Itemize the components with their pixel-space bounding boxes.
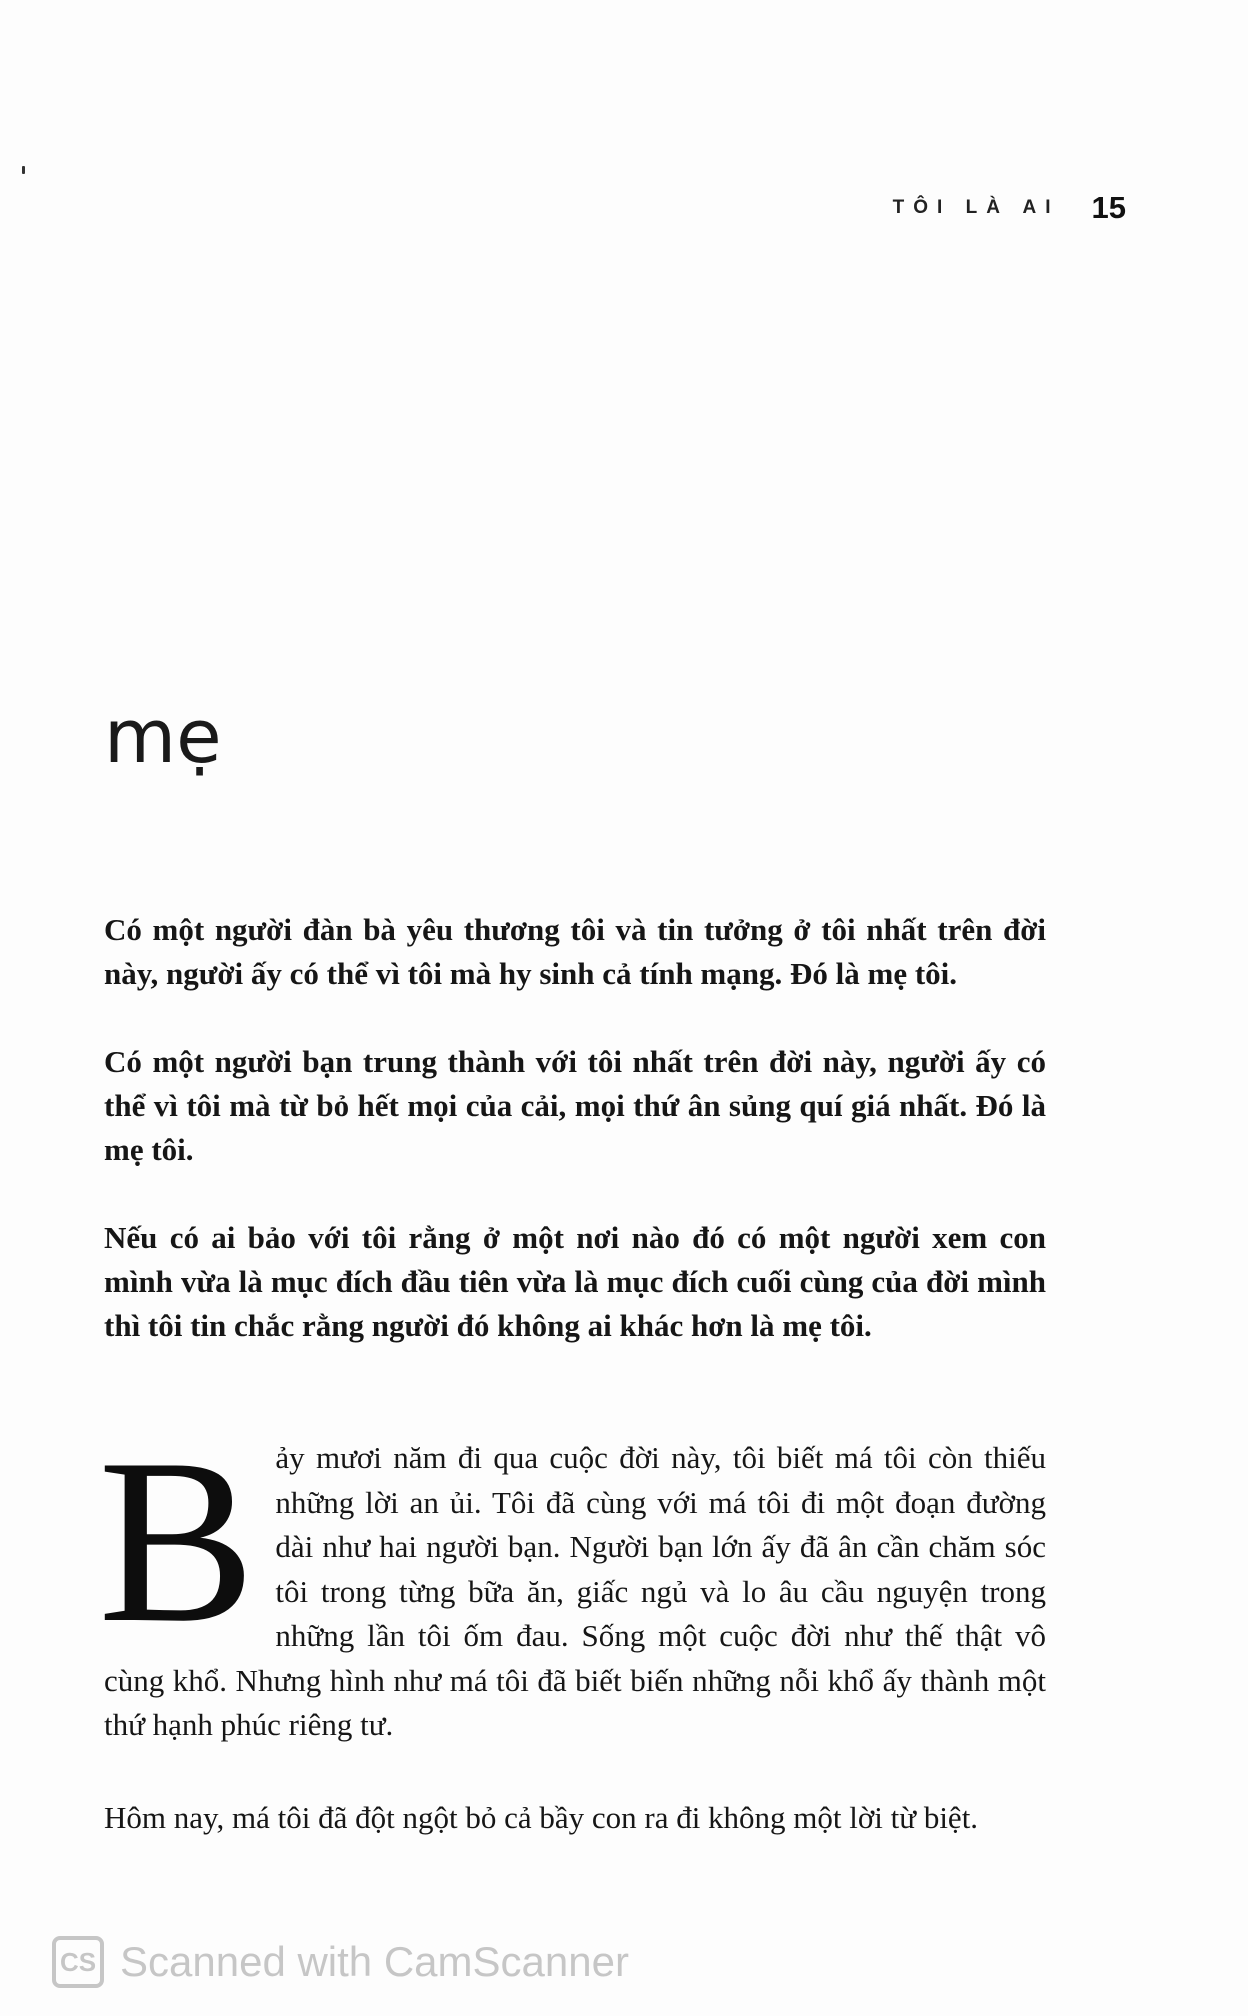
paragraph-4-text: ảy mươi năm đi qua cuộc đời này, tôi biết má tôi còn thiếu những lời an ủi. Tôi đã cùng với má tôi đi một đoạn đường dài như hai người bạn. Người bạn lớn ấy đã ân cần chăm sóc tôi trong từng bữa ăn, giấc ngủ và lo âu cầu nguyện trong những lần tôi ốm đau. Sống một cuộc đời như thế thật vô cùng khổ. Nhưng hình như má tôi đã biết biến những nỗi khổ ấy thành một thứ hạnh phúc riêng tư. xyxy=(104,1440,1046,1742)
paragraph-4 xyxy=(98,1411,1046,1748)
page-number: 15 xyxy=(1091,190,1126,225)
paragraph-3: Nếu có ai bảo với tôi rằng ở một nơi nào đó có một người xem con mình vừa là mục đích đầu tiên vừa là mục đích cuối cùng của đời mình thì tôi tin chắc rằng người đó không ai khác hơn là mẹ tôi. xyxy=(104,1220,1046,1343)
camscanner-watermark xyxy=(52,1936,629,1988)
paragraph-1: Có một người đàn bà yêu thương tôi và tin tưởng ở tôi nhất trên đời này, người ấy có thể vì tôi mà hy sinh cả tính mạng. Đó là mẹ tôi. xyxy=(104,912,1046,991)
camscanner-logo-icon: CS xyxy=(52,1936,104,1988)
page-header xyxy=(880,188,1126,228)
watermark-text: Scanned with CamScanner xyxy=(120,1938,629,1985)
paragraph-2: Có một người bạn trung thành với tôi nhất trên đời này, người ấy có thể vì tôi mà từ bỏ hết mọi của cải, mọi thứ ân sủng quí giá nhất. Đó là mẹ tôi. xyxy=(104,1044,1046,1167)
drop-cap: B xyxy=(98,1411,256,1672)
scan-speck xyxy=(22,166,25,174)
paragraph-5: Hôm nay, má tôi đã đột ngột bỏ cả bầy con ra đi không một lời từ biệt. xyxy=(104,1800,979,1835)
chapter-title: mẹ xyxy=(104,693,222,780)
running-title: TÔI LÀ AI xyxy=(892,197,1060,218)
